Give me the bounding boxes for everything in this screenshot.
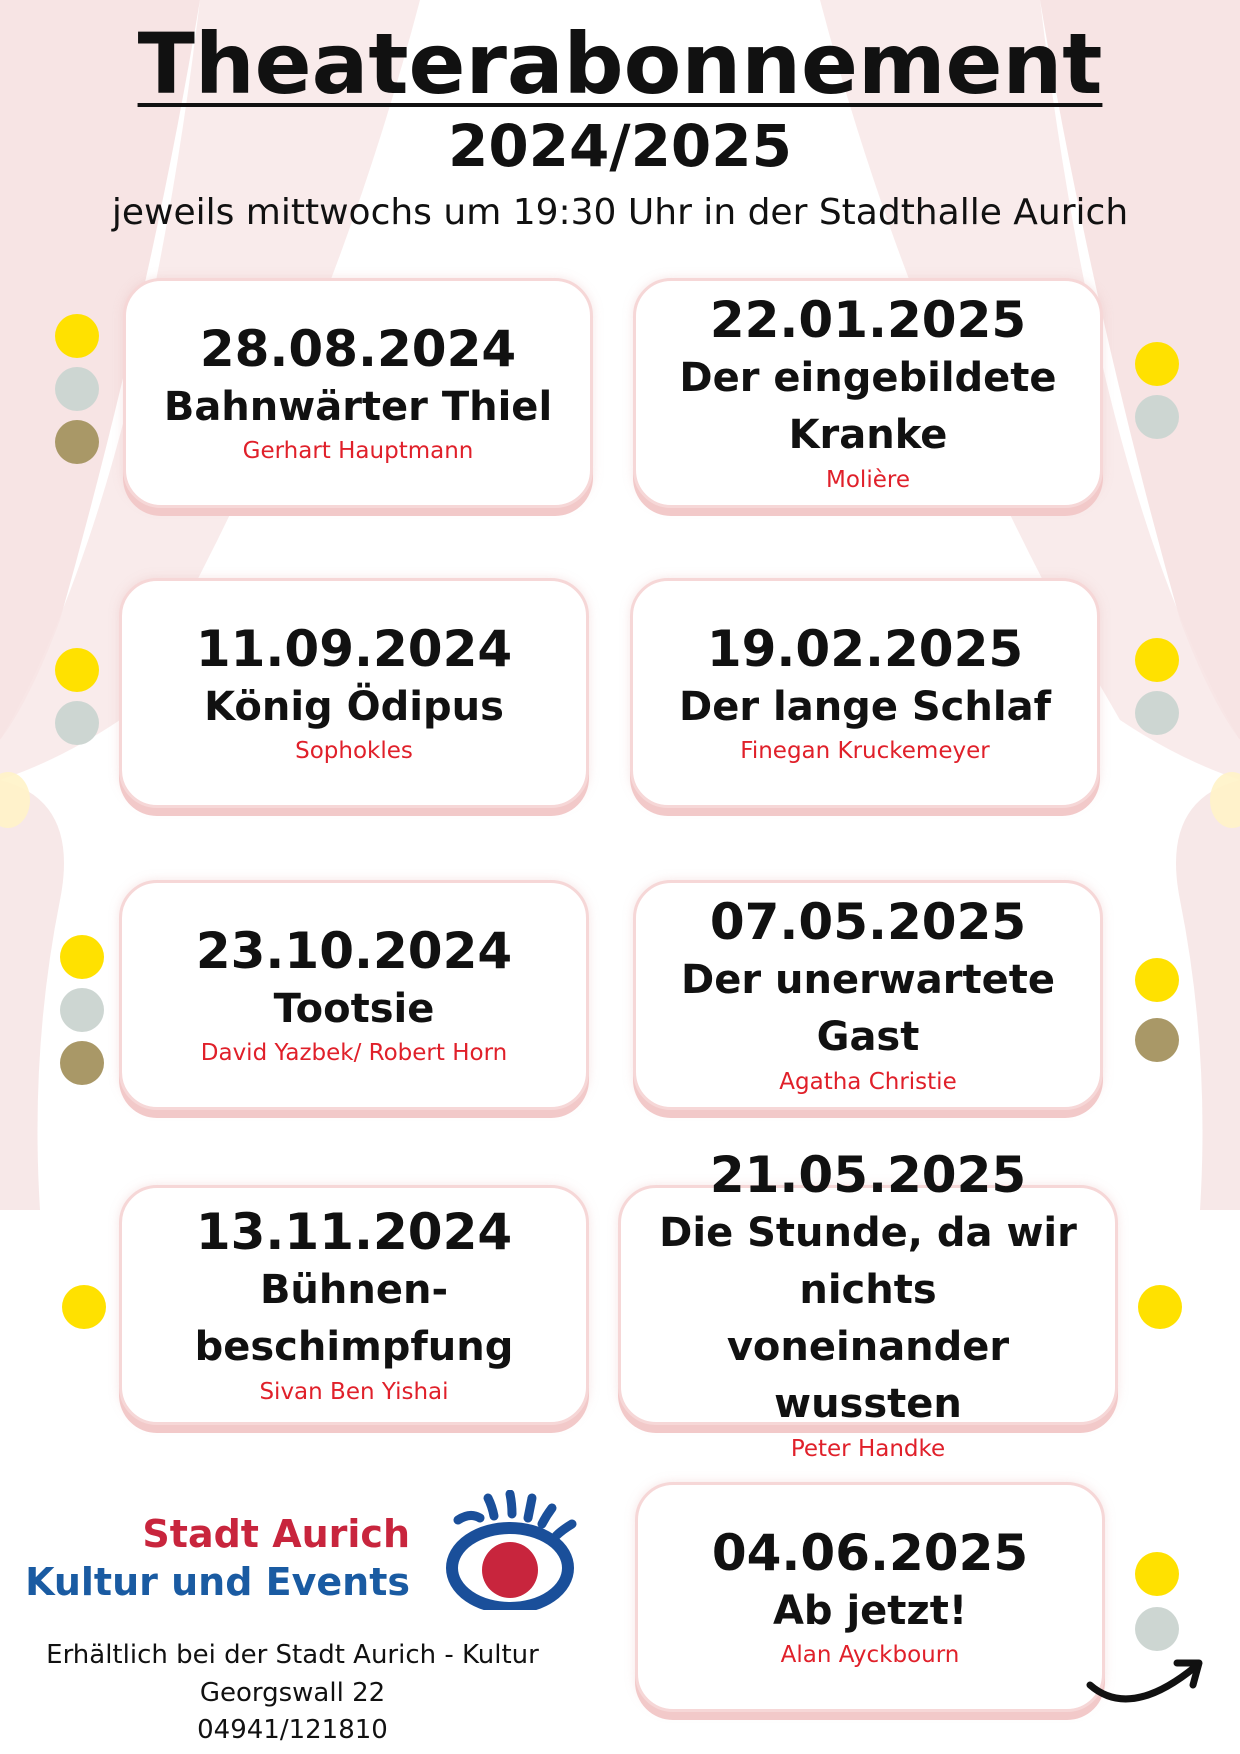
event-card-6 [633, 880, 1103, 1110]
event-play-title: Der unerwartete [681, 957, 1055, 1004]
event-date: 19.02.2025 [706, 619, 1024, 678]
curved-arrow-icon [1085, 1655, 1205, 1725]
contact-phone: 04941/121810 [197, 1715, 388, 1745]
dot-yellow-decoration [60, 935, 104, 979]
event-author: Sophokles [295, 738, 413, 765]
event-card-7 [119, 1185, 589, 1425]
event-play-title-line2: voneinander wussten [726, 1324, 1010, 1427]
page-title-text: Theaterabonnement [137, 15, 1103, 113]
dot-grey-decoration [1135, 691, 1179, 735]
logo-city-name: Stadt Aurich [142, 1512, 410, 1556]
dot-yellow-decoration [55, 314, 99, 358]
event-card-1 [123, 278, 593, 508]
event-card-3 [119, 578, 589, 808]
eye-logo-icon [440, 1490, 590, 1610]
dot-grey-decoration [55, 367, 99, 411]
dot-yellow-decoration [1135, 958, 1179, 1002]
event-date: 04.06.2025 [711, 1523, 1029, 1582]
event-author: Alan Ayckbourn [780, 1642, 960, 1669]
event-date: 22.01.2025 [709, 291, 1027, 350]
page-title [0, 15, 1240, 113]
logo-department-name: Kultur und Events [25, 1560, 410, 1604]
event-date: 13.11.2024 [195, 1203, 513, 1262]
event-play-title-line2: Kranke [788, 412, 948, 459]
event-play-title: Der eingebildete [679, 355, 1057, 402]
event-play-title-line2: beschimpfung [194, 1324, 514, 1371]
dot-yellow-decoration [1138, 1285, 1182, 1329]
event-author: Sivan Ben Yishai [259, 1378, 449, 1405]
dot-yellow-decoration [1135, 1552, 1179, 1596]
event-play-title: Tootsie [273, 985, 435, 1032]
event-play-title: Die Stunde, da wir nichts [659, 1210, 1077, 1314]
event-play-title: Der lange Schlaf [679, 683, 1051, 730]
event-card-9 [635, 1482, 1105, 1712]
event-date: 23.10.2024 [195, 921, 513, 980]
dot-grey-decoration [60, 988, 104, 1032]
event-author: Peter Handke [790, 1435, 946, 1462]
contact-line-1: Erhältlich bei der Stadt Aurich - Kultur [46, 1640, 539, 1670]
event-date: 28.08.2024 [199, 319, 517, 378]
event-play-title-line2: Gast [816, 1014, 920, 1061]
dot-gold-decoration [1135, 1018, 1179, 1062]
event-card-2 [633, 278, 1103, 508]
dot-grey-decoration [1135, 395, 1179, 439]
event-play-title: König Ödipus [204, 683, 504, 730]
event-author: Agatha Christie [779, 1068, 957, 1095]
dot-grey-decoration [55, 701, 99, 745]
event-card-8 [618, 1146, 1118, 1462]
event-date: 21.05.2025 [709, 1146, 1027, 1205]
event-card-4 [630, 578, 1100, 808]
dot-gold-decoration [60, 1041, 104, 1085]
event-author: David Yazbek/ Robert Horn [200, 1040, 508, 1067]
dot-yellow-decoration [1135, 638, 1179, 682]
event-card-5 [119, 880, 589, 1110]
schedule-subtitle: jeweils mittwochs um 19:30 Uhr in der Stadthalle Aurich [111, 192, 1129, 233]
dot-gold-decoration [55, 420, 99, 464]
contact-address: Georgswall 22 [199, 1678, 386, 1708]
event-author: Molière [826, 466, 910, 493]
event-play-title: Ab jetzt! [772, 1587, 968, 1634]
event-date: 07.05.2025 [709, 893, 1027, 952]
event-play-title: Bahnwärter Thiel [163, 383, 553, 430]
event-author: Gerhart Hauptmann [242, 438, 474, 465]
season-label: 2024/2025 [447, 112, 793, 180]
event-author: Finegan Kruckemeyer [740, 738, 990, 765]
event-date: 11.09.2024 [195, 619, 513, 678]
dot-yellow-decoration [62, 1285, 106, 1329]
dot-grey-decoration [1135, 1607, 1179, 1651]
event-play-title: Bühnen- [259, 1267, 449, 1314]
dot-yellow-decoration [1135, 342, 1179, 386]
dot-yellow-decoration [55, 648, 99, 692]
